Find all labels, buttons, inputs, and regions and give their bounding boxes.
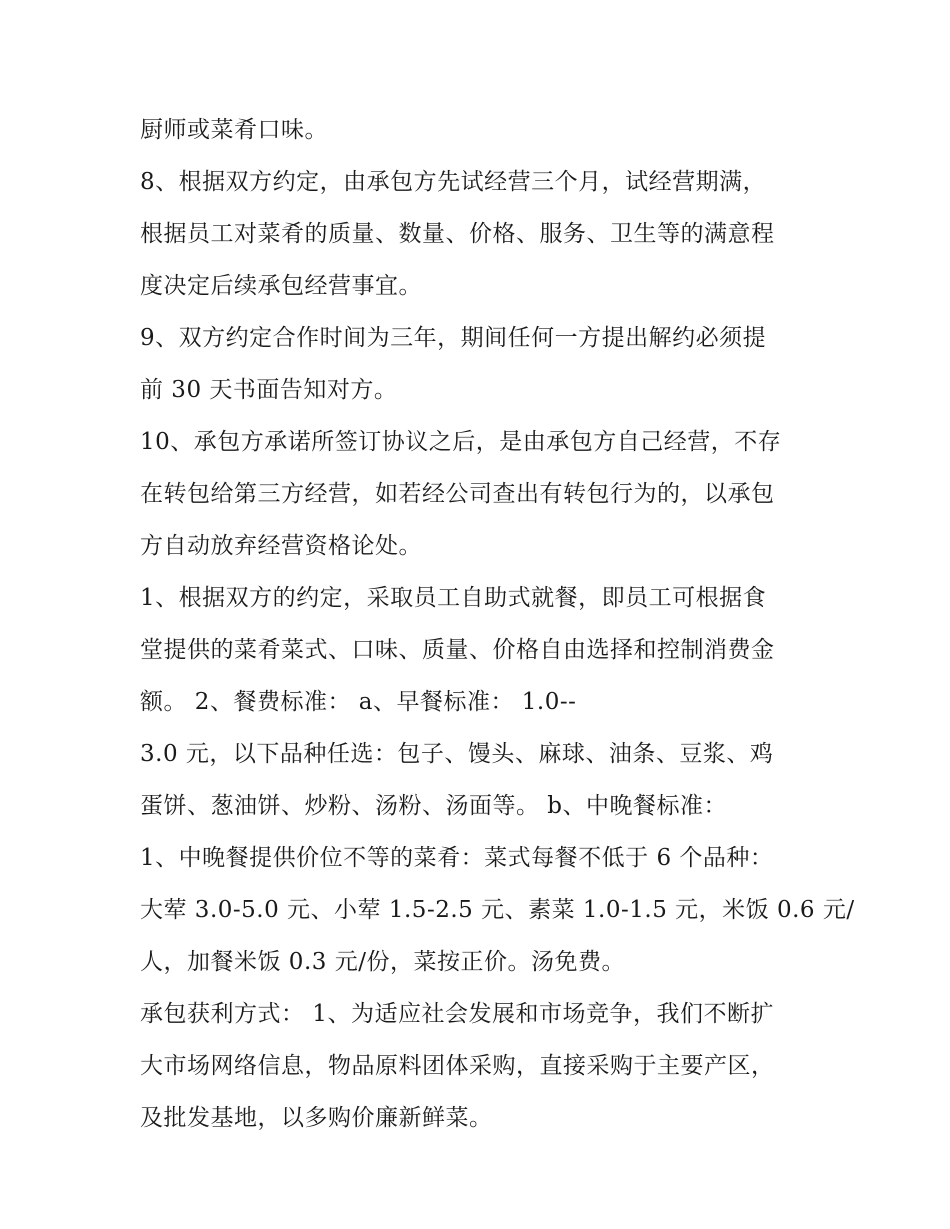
text-line: 度决定后续承包经营事宜。 — [140, 273, 422, 299]
text-line: 3.0 元，以下品种任选：包子、馒头、麻球、油条、豆浆、鸡 — [140, 741, 774, 767]
text-line: 8、根据双方约定，由承包方先试经营三个月，试经营期满， — [140, 169, 767, 195]
text-line: 方自动放弃经营资格论处。 — [140, 533, 422, 559]
text-line: 大荤 3.0-5.0 元、小荤 1.5-2.5 元、素菜 1.0-1.5 元，米饭 0.6 元/ — [140, 897, 855, 923]
text-line: 在转包给第三方经营，如若经公司查出有转包行为的，以承包 — [140, 481, 775, 507]
text-line: 厨师或菜肴口味。 — [140, 117, 328, 143]
text-line: 大市场网络信息，物品原料团体采购，直接采购于主要产区， — [140, 1053, 775, 1079]
text-line: 1、中晚餐提供价位不等的菜肴：菜式每餐不低于 6 个品种： — [140, 845, 774, 871]
text-line: 人，加餐米饭 0.3 元/份，菜按正价。汤免费。 — [140, 949, 625, 975]
text-line: 蛋饼、葱油饼、炒粉、汤粉、汤面等。 b、中晚餐标准： — [140, 793, 728, 819]
text-line: 前 30 天书面告知对方。 — [140, 377, 398, 403]
text-line: 9、双方约定合作时间为三年，期间任何一方提出解约必须提 — [140, 325, 767, 351]
text-line: 根据员工对菜肴的质量、数量、价格、服务、卫生等的满意程 — [140, 221, 775, 247]
document-body — [140, 104, 855, 1144]
text-line: 及批发基地，以多购价廉新鲜菜。 — [140, 1105, 493, 1131]
text-line: 承包获利方式： 1、为适应社会发展和市场竞争，我们不断扩 — [140, 1001, 774, 1027]
text-line: 1、根据双方的约定，采取员工自助式就餐，即员工可根据食 — [140, 585, 767, 611]
text-line: 堂提供的菜肴菜式、口味、质量、价格自由选择和控制消费金 — [140, 637, 775, 663]
text-line: 10、承包方承诺所签订协议之后，是由承包方自己经营，不存 — [140, 429, 782, 455]
text-line: 额。 2、餐费标准： a、早餐标准： 1.0-- — [140, 689, 577, 715]
